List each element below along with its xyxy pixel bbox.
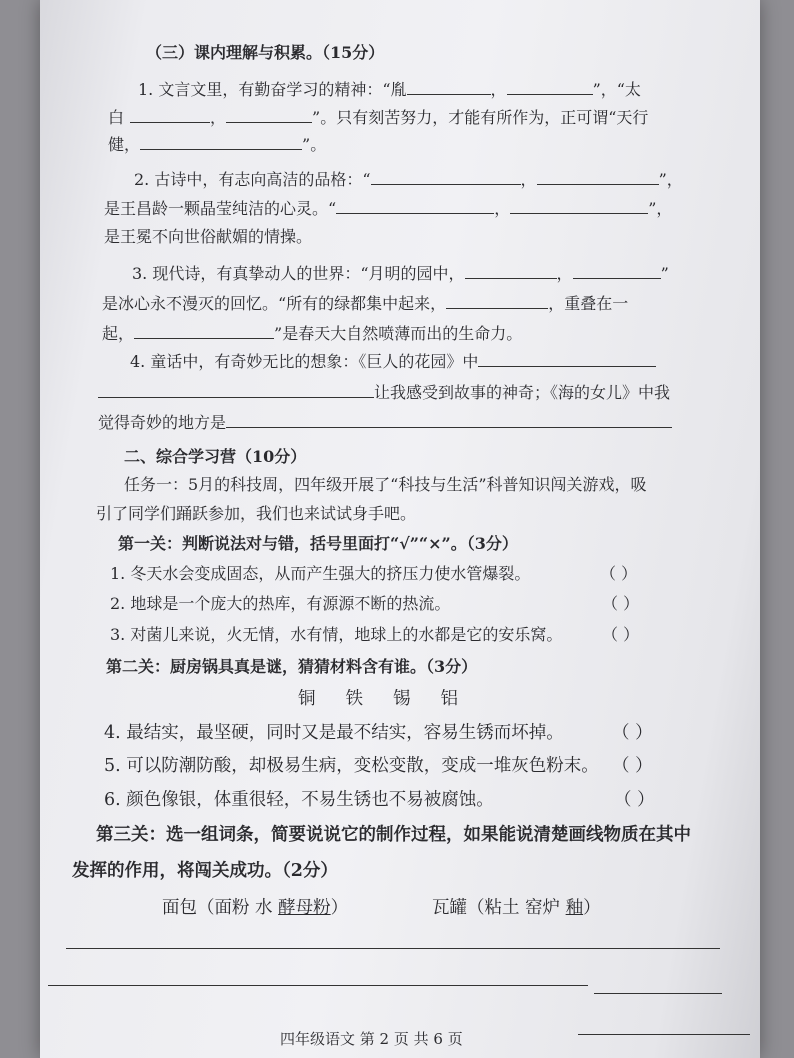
answer-blank[interactable] (336, 197, 494, 214)
level-2-heading: 第二关：厨房锅具真是谜，猜猜材料含有谁。（3分） (106, 657, 478, 676)
answer-blank[interactable] (510, 197, 648, 214)
material-item-6: 6. 颜色像银，体重很轻，不易生锈也不易被腐蚀。 (104, 790, 494, 810)
answer-blank[interactable] (371, 168, 521, 185)
answer-blank[interactable] (226, 106, 312, 123)
answer-blank[interactable] (130, 106, 210, 123)
q3-line-3: 起， ”是春天大自然喷薄而出的生命力。 (102, 324, 523, 343)
q4-line-3: 觉得奇妙的地方是 (98, 411, 672, 434)
section-3-heading: （三）课内理解与积累。（15分） (146, 43, 385, 62)
answer-line[interactable] (66, 948, 720, 949)
answer-line[interactable] (48, 985, 588, 986)
q2-line-2: 是王昌龄一颗晶莹纯洁的心灵。“ ， ”， (104, 199, 673, 218)
answer-blank[interactable] (573, 262, 661, 279)
q4-line-2: 让我感受到故事的神奇；《海的女儿》中我 (98, 381, 670, 404)
judge-item-1: 1. 冬天水会变成固态，从而产生强大的挤压力使水管爆裂。 (110, 564, 531, 583)
section-2-heading: 二、综合学习营（10分） (124, 447, 307, 466)
material-iron: 铁 (345, 689, 363, 709)
judge-item-2: 2. 地球是一个庞大的热库，有源源不断的热流。 (110, 594, 451, 613)
answer-line[interactable] (578, 1034, 750, 1035)
answer-blank[interactable] (537, 168, 659, 185)
material-aluminum: 铝 (440, 689, 458, 709)
material-item-5: 5. 可以防潮防酸，却极易生病，变松变散，变成一堆灰色粉末。 (104, 756, 599, 776)
q2-line-3: 是王冕不向世俗献媚的情操。 (104, 227, 313, 246)
q4-line-1: 4. 童话中，有奇妙无比的想象：《巨人的花园》中 (130, 350, 656, 373)
option-bread: 面包（面粉 水 酵母粉） (162, 898, 349, 918)
level-3-line-1: 第三关：选一组词条，简要说说它的制作过程，如果能说清楚画线物质在其中 (96, 825, 691, 845)
material-copper: 铜 (298, 689, 316, 709)
task1-line-2: 引了同学们踊跃参加，我们也来试试身手吧。 (96, 504, 417, 523)
level-3-line-2: 发挥的作用，将闯关成功。（2分） (72, 861, 338, 881)
exam-page (40, 0, 760, 1058)
answer-blank[interactable] (507, 78, 593, 95)
answer-paren[interactable]: （ ） (602, 625, 640, 644)
answer-blank[interactable] (446, 292, 548, 309)
answer-paren[interactable]: （ ） (614, 790, 655, 810)
answer-blank[interactable] (134, 322, 274, 339)
material-item-4: 4. 最结实，最坚硬，同时又是最不结实，容易生锈而坏掉。 (104, 723, 564, 743)
answer-blank[interactable] (465, 262, 557, 279)
level-1-heading: 第一关：判断说法对与错，括号里面打“√”“×”。（3分） (118, 534, 518, 553)
answer-paren[interactable]: （ ） (612, 723, 653, 743)
q1-line-1: 1. 文言文里，有勤奋学习的精神：“胤 ， ”，“太 (138, 80, 641, 99)
answer-paren[interactable]: （ ） (600, 564, 638, 583)
q1-line-2: 白 ， ”。只有刻苦努力，才能有所作为，正可谓“天行 (108, 108, 649, 127)
answer-blank[interactable] (98, 381, 374, 398)
q1-line-3: 健， ”。 (108, 135, 327, 154)
answer-blank[interactable] (226, 411, 672, 428)
page-footer: 四年级语文 第 2 页 共 6 页 (280, 1030, 463, 1048)
task1-line-1: 任务一：5月的科技周，四年级开展了“科技与生活”科普知识闯关游戏，吸 (124, 475, 647, 494)
q3-line-1: 3. 现代诗，有真挚动人的世界：“月明的园中， ， ” (132, 264, 669, 283)
answer-paren[interactable]: （ ） (612, 756, 653, 776)
judge-item-3: 3. 对菌儿来说，火无情，水有情，地球上的水都是它的安乐窝。 (110, 625, 563, 644)
material-tin: 锡 (393, 689, 411, 709)
answer-paren[interactable]: （ ） (602, 594, 640, 613)
option-clay-pot: 瓦罐（粘土 窑炉 釉） (432, 898, 601, 918)
answer-blank[interactable] (478, 350, 656, 367)
answer-blank[interactable] (407, 78, 491, 95)
q3-line-2: 是冰心永不漫灭的回忆。“所有的绿都集中起来， ，重叠在一 (102, 294, 629, 313)
materials-list (298, 688, 488, 710)
answer-blank[interactable] (140, 133, 302, 150)
answer-line[interactable] (594, 993, 722, 994)
q2-line-1: 2. 古诗中，有志向高洁的品格：“ ， ”， (134, 170, 683, 189)
